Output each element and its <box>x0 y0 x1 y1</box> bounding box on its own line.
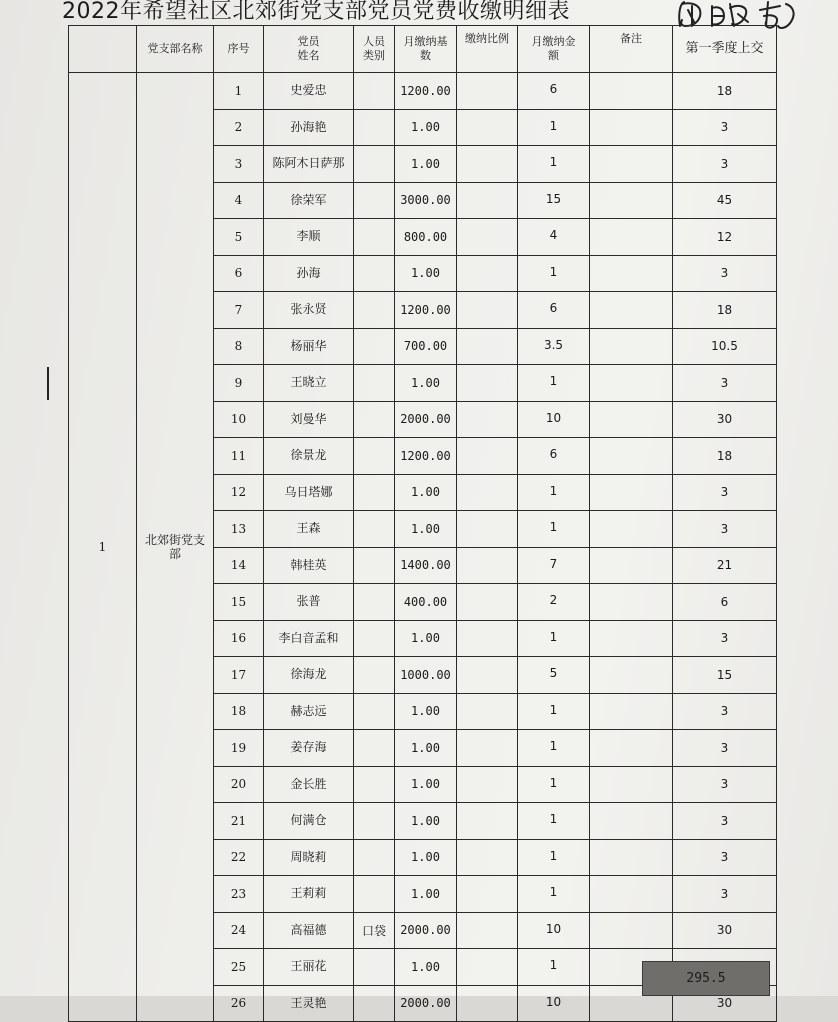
cell-remark <box>590 693 673 730</box>
cell-seq: 18 <box>214 693 264 730</box>
branch-index-cell: 1 <box>69 73 137 1022</box>
cell-ratio <box>457 620 518 657</box>
cell-category: 口袋 <box>354 912 395 949</box>
cell-base: 1.00 <box>395 365 457 402</box>
cell-seq: 20 <box>214 766 264 803</box>
cell-seq: 9 <box>214 365 264 402</box>
cell-category <box>354 985 395 1022</box>
cell-q1: 21 <box>673 547 777 584</box>
cell-amount: 1 <box>518 474 590 511</box>
cell-base: 700.00 <box>395 328 457 365</box>
cell-remark <box>590 292 673 329</box>
cell-amount: 1 <box>518 693 590 730</box>
cell-name: 陈阿木日萨那 <box>264 146 354 183</box>
cell-seq: 21 <box>214 803 264 840</box>
cell-base: 3000.00 <box>395 182 457 219</box>
cell-seq: 2 <box>214 109 264 146</box>
cell-category <box>354 949 395 986</box>
cell-ratio <box>457 547 518 584</box>
cell-category <box>354 657 395 694</box>
cell-name: 孙海 <box>264 255 354 292</box>
cell-remark <box>590 73 673 110</box>
cell-seq: 1 <box>214 73 264 110</box>
cell-remark <box>590 146 673 183</box>
cell-seq: 16 <box>214 620 264 657</box>
cell-ratio <box>457 912 518 949</box>
header-amount: 月缴纳金 额 <box>518 26 590 73</box>
cell-base: 1.00 <box>395 876 457 913</box>
cell-q1: 30 <box>673 985 777 1022</box>
cell-remark <box>590 511 673 548</box>
cell-category <box>354 182 395 219</box>
cell-name: 杨丽华 <box>264 328 354 365</box>
cell-remark <box>590 620 673 657</box>
cell-remark <box>590 839 673 876</box>
cell-category <box>354 584 395 621</box>
cell-ratio <box>457 949 518 986</box>
cell-base: 1200.00 <box>395 438 457 475</box>
cell-q1: 18 <box>673 292 777 329</box>
cell-seq: 3 <box>214 146 264 183</box>
cell-ratio <box>457 365 518 402</box>
cell-ratio <box>457 219 518 256</box>
cell-name: 金长胜 <box>264 766 354 803</box>
cell-name: 徐景龙 <box>264 438 354 475</box>
cell-seq: 10 <box>214 401 264 438</box>
cell-name: 王莉莉 <box>264 876 354 913</box>
cell-seq: 11 <box>214 438 264 475</box>
cell-q1: 10.5 <box>673 328 777 365</box>
cell-q1: 3 <box>673 474 777 511</box>
cell-base: 1.00 <box>395 803 457 840</box>
cell-seq: 22 <box>214 839 264 876</box>
cell-remark <box>590 766 673 803</box>
dues-table <box>68 25 777 1022</box>
margin-mark <box>47 367 49 400</box>
cell-seq: 24 <box>214 912 264 949</box>
cell-base: 1200.00 <box>395 73 457 110</box>
cell-remark <box>590 803 673 840</box>
cell-base: 1.00 <box>395 949 457 986</box>
cell-q1: 3 <box>673 620 777 657</box>
cell-base: 400.00 <box>395 584 457 621</box>
cell-q1: 18 <box>673 73 777 110</box>
cell-base: 2000.00 <box>395 912 457 949</box>
cell-base: 1.00 <box>395 146 457 183</box>
cell-category <box>354 73 395 110</box>
cell-category <box>354 474 395 511</box>
header-branch-name: 党支部名称 <box>137 26 214 73</box>
cell-category <box>354 547 395 584</box>
cell-ratio <box>457 73 518 110</box>
cell-seq: 14 <box>214 547 264 584</box>
cell-q1: 18 <box>673 438 777 475</box>
cell-q1: 3 <box>673 255 777 292</box>
cell-amount: 10 <box>518 985 590 1022</box>
cell-ratio <box>457 730 518 767</box>
header-base: 月缴纳基 数 <box>395 26 457 73</box>
cell-name: 李白音孟和 <box>264 620 354 657</box>
cell-seq: 8 <box>214 328 264 365</box>
cell-ratio <box>457 693 518 730</box>
cell-category <box>354 876 395 913</box>
cell-ratio <box>457 438 518 475</box>
cell-q1: 3 <box>673 803 777 840</box>
cell-amount: 1 <box>518 620 590 657</box>
cell-base: 1.00 <box>395 766 457 803</box>
cell-name: 乌日塔娜 <box>264 474 354 511</box>
cell-amount: 6 <box>518 73 590 110</box>
cell-remark <box>590 657 673 694</box>
cell-name: 孙海艳 <box>264 109 354 146</box>
cell-name: 徐荣军 <box>264 182 354 219</box>
cell-ratio <box>457 511 518 548</box>
cell-name: 张普 <box>264 584 354 621</box>
cell-q1: 30 <box>673 401 777 438</box>
cell-seq: 6 <box>214 255 264 292</box>
cell-q1: 3 <box>673 109 777 146</box>
cell-category <box>354 292 395 329</box>
cell-remark <box>590 547 673 584</box>
cell-name: 周晓莉 <box>264 839 354 876</box>
cell-amount: 1 <box>518 949 590 986</box>
cell-ratio <box>457 182 518 219</box>
cell-category <box>354 401 395 438</box>
cell-q1: 3 <box>673 693 777 730</box>
cell-name: 徐海龙 <box>264 657 354 694</box>
header-row <box>69 26 777 73</box>
cell-category <box>354 438 395 475</box>
cell-amount: 15 <box>518 182 590 219</box>
cell-seq: 15 <box>214 584 264 621</box>
cell-remark <box>590 109 673 146</box>
cell-amount: 6 <box>518 292 590 329</box>
cell-amount: 1 <box>518 839 590 876</box>
cell-seq: 19 <box>214 730 264 767</box>
document-title: 2022年希望社区北郊街党支部党员党费收缴明细表 <box>62 0 570 24</box>
cell-base: 2000.00 <box>395 401 457 438</box>
cell-category <box>354 839 395 876</box>
cell-category <box>354 693 395 730</box>
cell-amount: 1 <box>518 511 590 548</box>
cell-q1: 3 <box>673 766 777 803</box>
cell-amount: 1 <box>518 876 590 913</box>
cell-amount: 1 <box>518 255 590 292</box>
cell-q1: 15 <box>673 657 777 694</box>
cell-amount: 1 <box>518 146 590 183</box>
cell-q1: 3 <box>673 365 777 402</box>
cell-name: 史爱忠 <box>264 73 354 110</box>
cell-ratio <box>457 839 518 876</box>
cell-seq: 25 <box>214 949 264 986</box>
cell-name: 王晓立 <box>264 365 354 402</box>
cell-base: 1.00 <box>395 620 457 657</box>
cell-seq: 4 <box>214 182 264 219</box>
cell-ratio <box>457 584 518 621</box>
header-ratio: 缴纳比例 <box>457 26 518 73</box>
cell-q1: 12 <box>673 219 777 256</box>
cell-base: 1.00 <box>395 839 457 876</box>
cell-name: 韩桂英 <box>264 547 354 584</box>
cell-remark <box>590 219 673 256</box>
cell-ratio <box>457 109 518 146</box>
cell-name: 姜存海 <box>264 730 354 767</box>
total-cell: 295.5 <box>642 961 770 996</box>
cell-q1: 3 <box>673 730 777 767</box>
cell-name: 张永贤 <box>264 292 354 329</box>
cell-remark <box>590 474 673 511</box>
cell-name: 高福德 <box>264 912 354 949</box>
cell-base: 1400.00 <box>395 547 457 584</box>
cell-q1: 3 <box>673 146 777 183</box>
cell-q1: 3 <box>673 876 777 913</box>
cell-amount: 4 <box>518 219 590 256</box>
cell-name: 何满仓 <box>264 803 354 840</box>
cell-seq: 5 <box>214 219 264 256</box>
cell-seq: 26 <box>214 985 264 1022</box>
cell-amount: 2 <box>518 584 590 621</box>
cell-q1: 6 <box>673 584 777 621</box>
cell-category <box>354 365 395 402</box>
cell-ratio <box>457 474 518 511</box>
header-blank <box>69 26 137 73</box>
cell-base: 1.00 <box>395 255 457 292</box>
cell-ratio <box>457 657 518 694</box>
cell-category <box>354 255 395 292</box>
cell-ratio <box>457 766 518 803</box>
cell-amount: 1 <box>518 730 590 767</box>
cell-remark <box>590 730 673 767</box>
cell-q1: 45 <box>673 182 777 219</box>
cell-ratio <box>457 985 518 1022</box>
cell-category <box>354 146 395 183</box>
header-category: 人员 类别 <box>354 26 395 73</box>
cell-amount: 6 <box>518 438 590 475</box>
cell-amount: 1 <box>518 766 590 803</box>
cell-q1: 3 <box>673 511 777 548</box>
cell-q1: 30 <box>673 912 777 949</box>
cell-amount: 1 <box>518 365 590 402</box>
cell-name: 王灵艳 <box>264 985 354 1022</box>
header-seq: 序号 <box>214 26 264 73</box>
cell-category <box>354 328 395 365</box>
cell-ratio <box>457 401 518 438</box>
cell-category <box>354 109 395 146</box>
cell-base: 1.00 <box>395 730 457 767</box>
cell-amount: 7 <box>518 547 590 584</box>
cell-ratio <box>457 292 518 329</box>
cell-name: 李顺 <box>264 219 354 256</box>
cell-base: 1.00 <box>395 474 457 511</box>
cell-category <box>354 511 395 548</box>
header-remark: 备注 <box>590 26 673 73</box>
cell-base: 1.00 <box>395 693 457 730</box>
cell-category <box>354 730 395 767</box>
cell-ratio <box>457 255 518 292</box>
cell-remark <box>590 401 673 438</box>
cell-amount: 5 <box>518 657 590 694</box>
cell-remark <box>590 876 673 913</box>
cell-remark <box>590 365 673 402</box>
cell-remark <box>590 182 673 219</box>
cell-base: 1.00 <box>395 109 457 146</box>
cell-seq: 12 <box>214 474 264 511</box>
cell-name: 刘曼华 <box>264 401 354 438</box>
cell-remark <box>590 438 673 475</box>
branch-name-cell: 北郊街党支 部 <box>137 73 214 1022</box>
cell-base: 1000.00 <box>395 657 457 694</box>
cell-name: 王森 <box>264 511 354 548</box>
cell-remark <box>590 584 673 621</box>
cell-remark <box>590 912 673 949</box>
cell-amount: 10 <box>518 912 590 949</box>
cell-remark <box>590 255 673 292</box>
header-q1: 第一季度上交 <box>673 26 777 73</box>
cell-category <box>354 803 395 840</box>
cell-seq: 7 <box>214 292 264 329</box>
cell-seq: 23 <box>214 876 264 913</box>
cell-ratio <box>457 328 518 365</box>
table-row <box>69 73 777 110</box>
cell-amount: 3.5 <box>518 328 590 365</box>
cell-amount: 1 <box>518 803 590 840</box>
cell-seq: 13 <box>214 511 264 548</box>
cell-base: 1.00 <box>395 511 457 548</box>
cell-category <box>354 766 395 803</box>
cell-category <box>354 620 395 657</box>
header-name: 党员 姓名 <box>264 26 354 73</box>
cell-amount: 10 <box>518 401 590 438</box>
cell-q1: 3 <box>673 839 777 876</box>
cell-ratio <box>457 803 518 840</box>
cell-base: 2000.00 <box>395 985 457 1022</box>
cell-name: 赫志远 <box>264 693 354 730</box>
cell-name: 王丽花 <box>264 949 354 986</box>
cell-remark <box>590 328 673 365</box>
cell-category <box>354 219 395 256</box>
cell-amount: 1 <box>518 109 590 146</box>
cell-ratio <box>457 146 518 183</box>
cell-seq: 17 <box>214 657 264 694</box>
cell-base: 1200.00 <box>395 292 457 329</box>
cell-ratio <box>457 876 518 913</box>
cell-base: 800.00 <box>395 219 457 256</box>
